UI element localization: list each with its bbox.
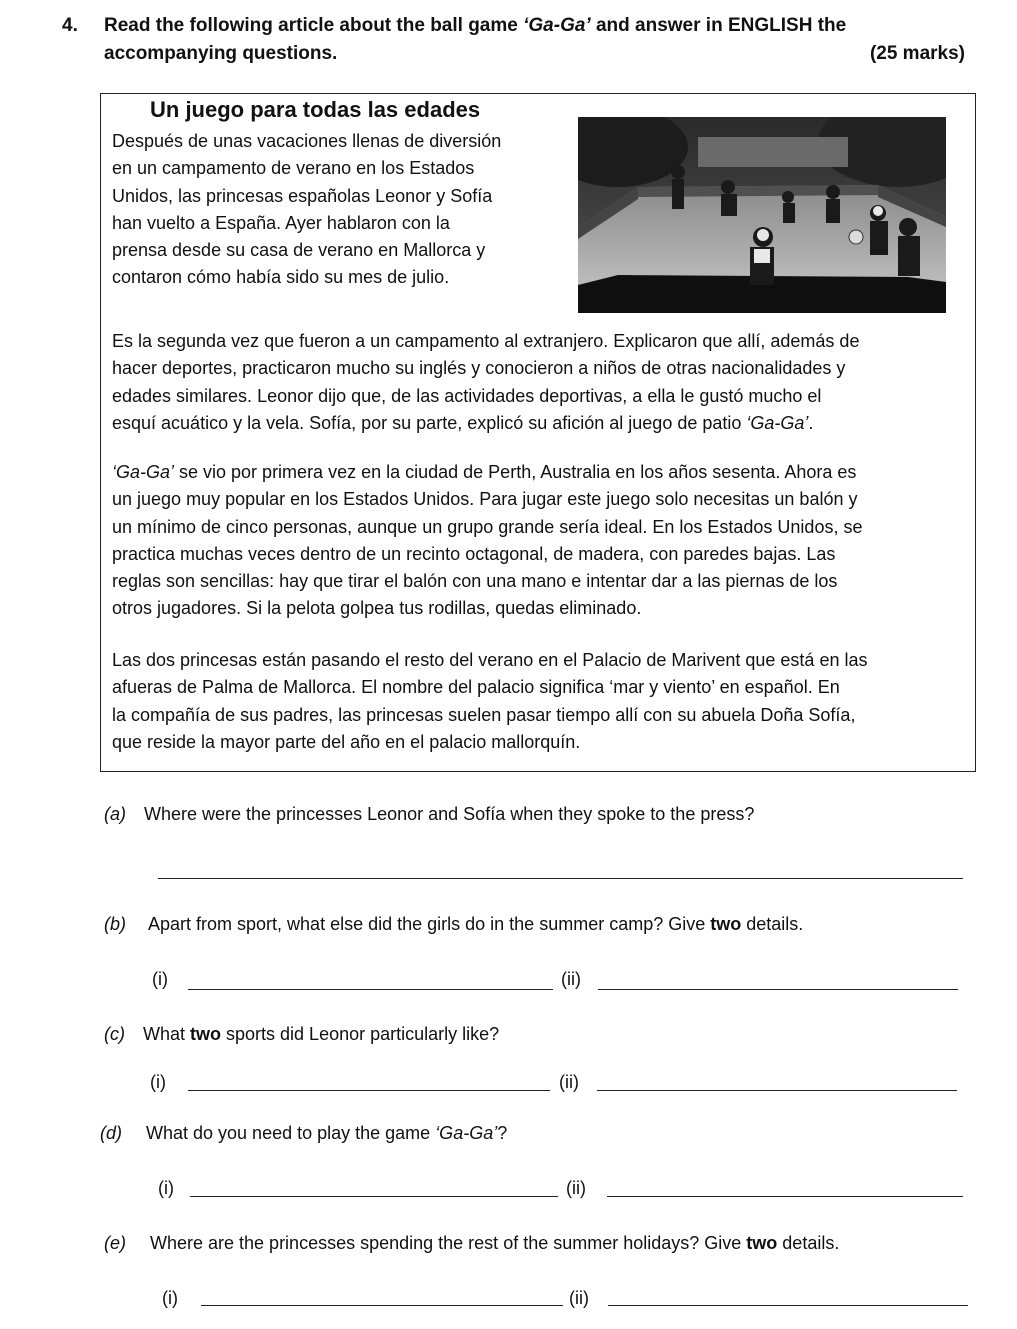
intro-line: prensa desde su casa de verano en Mallorca y — [112, 240, 486, 261]
paragraph-line: Las dos princesas están pasando el resto del verano en el Palacio de Marivent que está en las — [112, 650, 868, 670]
article-intro — [112, 128, 557, 292]
gaga-pit-photo — [578, 117, 946, 313]
question-c: (c) What two sports did Leonor particularly like? — [104, 1024, 500, 1044]
answer-line-e-i[interactable] — [201, 1305, 563, 1306]
marks-label: (25 marks) — [869, 43, 965, 64]
paragraph-line: un juego muy popular en los Estados Unidos. Para jugar este juego solo necesitas un balón y — [112, 489, 858, 510]
paragraph-line: reglas son sencillas: hay que tirar el balón con una mano e intentar dar a las piernas de los — [112, 571, 838, 592]
paragraph-line: ‘Ga-Ga’ se vio por primera vez en la ciudad de Perth, Australia en los años sesenta. Ahora es — [112, 462, 857, 482]
intro-line: en un campamento de verano en los Estados — [112, 158, 475, 179]
game-name: ‘Ga-Ga’ — [523, 15, 591, 36]
answer-line-d-i[interactable] — [190, 1196, 558, 1197]
answer-line-b-ii[interactable] — [598, 989, 958, 990]
paragraph-line: edades similares. Leonor dijo que, de las actividades deportivas, a ella le gustó mucho el — [112, 385, 822, 406]
paragraph-line: hacer deportes, practicaron mucho su inglés y conocieron a niños de otras nacionalidades y — [112, 358, 846, 379]
answer-e-ii-label: (ii) — [569, 1288, 589, 1308]
answer-line-b-i[interactable] — [188, 989, 553, 990]
article-paragraph-3 — [112, 647, 972, 756]
intro-line: contaron cómo había sido su mes de julio. — [112, 267, 450, 288]
answer-e-i-label: (i) — [162, 1288, 178, 1308]
question-e-label: (e) — [104, 1233, 126, 1253]
paragraph-line: un mínimo de cinco personas, aunque un grupo grande sería ideal. En los Estados Unidos, se — [112, 516, 863, 537]
intro-line: Unidos, las princesas españolas Leonor y Sofía — [112, 185, 493, 206]
question-d-label: (d) — [100, 1123, 122, 1143]
question-instruction-line1: Read the following article about the ball game ‘Ga-Ga’ and answer in ENGLISH the — [104, 15, 847, 36]
answer-c-ii-label: (ii) — [559, 1072, 579, 1092]
answer-line-a[interactable] — [158, 878, 963, 879]
article-paragraph-2 — [112, 459, 972, 623]
answer-b-ii-label: (ii) — [561, 969, 581, 989]
paragraph-line: otros jugadores. Si la pelota golpea tus rodillas, quedas eliminado. — [112, 598, 642, 619]
paragraph-line: afueras de Palma de Mallorca. El nombre del palacio significa ‘mar y viento’ en español. En — [112, 677, 840, 698]
paragraph-line: practica muchas veces dentro de un recinto octagonal, de madera, con paredes bajas. Las — [112, 543, 836, 564]
intro-line: Después de unas vacaciones llenas de diversión — [112, 131, 502, 151]
answer-c-i-label: (i) — [150, 1072, 166, 1092]
answer-line-d-ii[interactable] — [607, 1196, 963, 1197]
article-title: Un juego para todas las edades — [150, 97, 481, 122]
answer-b-i-label: (i) — [152, 969, 168, 989]
paragraph-line: que reside la mayor parte del año en el palacio mallorquín. — [112, 731, 581, 752]
question-number: 4. — [62, 15, 78, 36]
intro-line: han vuelto a España. Ayer hablaron con la — [112, 212, 450, 233]
question-e: (e) Where are the princesses spending the rest of the summer holidays? Give two details. — [104, 1233, 840, 1253]
paragraph-line: la compañía de sus padres, las princesas suelen pasar tiempo allí con su abuela Doña Sofía, — [112, 704, 856, 725]
question-d: (d) What do you need to play the game ‘Ga-Ga’? — [100, 1123, 508, 1143]
question-a: (a) Where were the princesses Leonor and Sofía when they spoke to the press? — [104, 804, 755, 824]
paragraph-line: Es la segunda vez que fueron a un campamento al extranjero. Explicaron que allí, además de — [112, 331, 860, 351]
question-b: (b) Apart from sport, what else did the girls do in the summer camp? Give two details. — [104, 914, 804, 934]
question-c-label: (c) — [104, 1024, 125, 1044]
paragraph-line: esquí acuático y la vela. Sofía, por su parte, explicó su afición al juego de patio ‘Ga-Ga’. — [112, 412, 814, 433]
question-instruction-line2: accompanying questions. — [104, 43, 338, 64]
answer-line-e-ii[interactable] — [608, 1305, 968, 1306]
question-b-label: (b) — [104, 914, 126, 934]
answer-d-ii-label: (ii) — [566, 1178, 586, 1198]
answer-line-c-i[interactable] — [188, 1090, 550, 1091]
answer-d-i-label: (i) — [158, 1178, 174, 1198]
question-a-label: (a) — [104, 804, 126, 824]
answer-line-c-ii[interactable] — [597, 1090, 957, 1091]
article-paragraph-1 — [112, 328, 972, 437]
